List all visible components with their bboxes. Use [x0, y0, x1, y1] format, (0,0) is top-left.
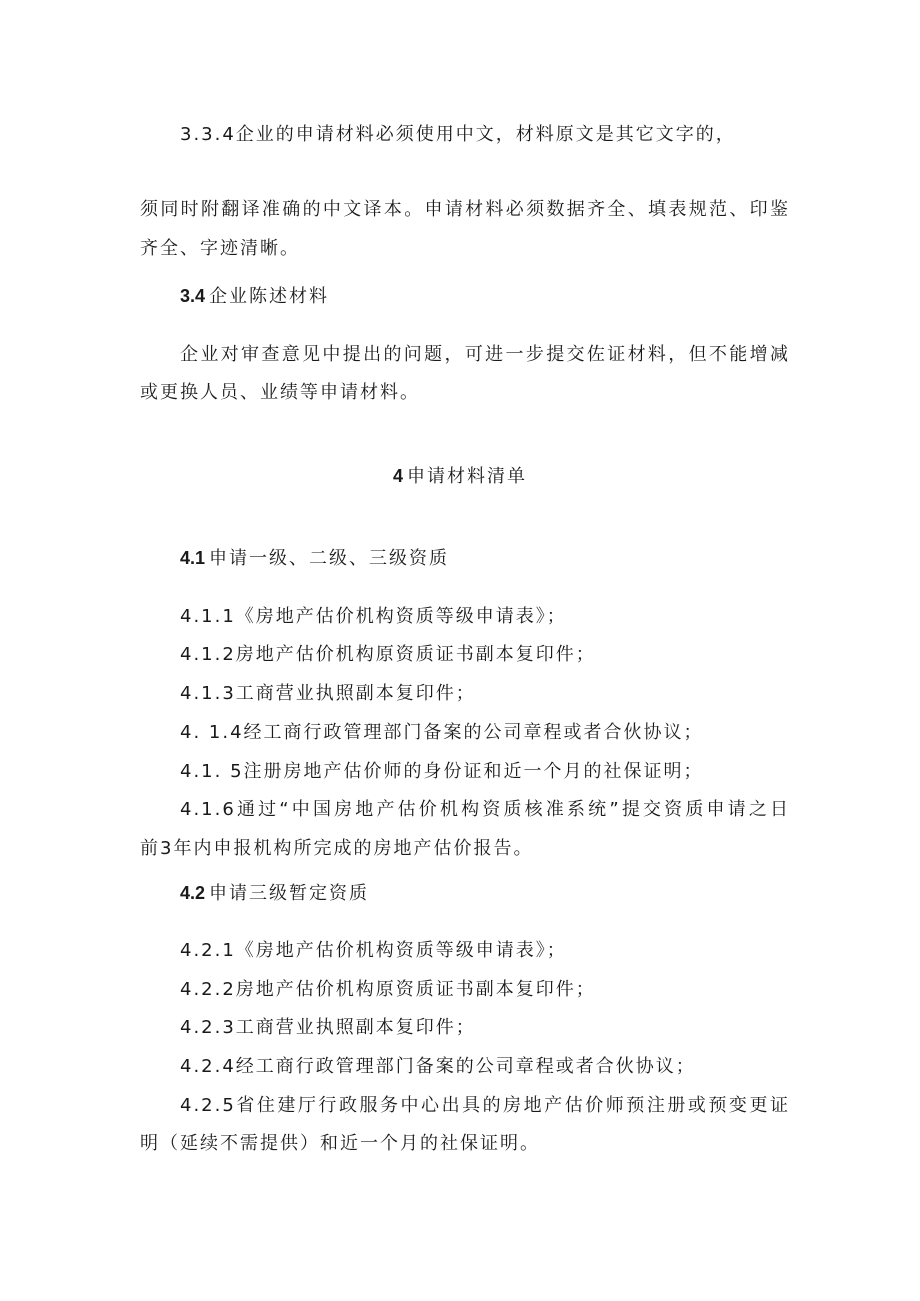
heading-4-number: 4 [392, 466, 403, 486]
list-item-4-1-4: 4. 1.4经工商行政管理部门备案的公司章程或者合伙协议； [180, 722, 704, 743]
heading-3-4-number: 3.4 [180, 286, 206, 306]
paragraph-3-3-4-line-1: 3.3.4企业的申请材料必须使用中文，材料原文是其它文字的， [180, 124, 736, 145]
list-item-4-2-3: 4.2.3工商营业执照副本复印件； [180, 1017, 476, 1038]
heading-3-4-text: 企业陈述材料 [209, 286, 330, 307]
heading-4-2-text: 申请三级暂定资质 [209, 883, 370, 904]
heading-4-2 [180, 882, 790, 905]
heading-4-2-number: 4.2 [180, 883, 206, 903]
heading-4-1-number: 4.1 [180, 548, 206, 568]
paragraph-3-4-line-1: 企业对审查意见中提出的问题，可进一步提交佐证材料，但不能增减 [180, 344, 790, 365]
list-item-4-2-1: 4.2.1《房地产估价机构资质等级申请表》； [180, 940, 567, 961]
paragraph-3-3-4-line-2: 须同时附翻译准确的中文译本。申请材料必须数据齐全、填表规范、印鉴 [140, 199, 790, 220]
list-item-4-2-2: 4.2.2房地产估价机构原资质证书副本复印件； [180, 979, 596, 1000]
heading-4-text: 申请材料清单 [407, 466, 527, 487]
list-item-4-2-5-line-2: 明（延续不需提供）和近一个月的社保证明。 [140, 1133, 540, 1154]
list-item-4-1-2: 4.1.2房地产估价机构原资质证书副本复印件； [180, 644, 596, 665]
list-item-4-1-1: 4.1.1《房地产估价机构资质等级申请表》； [180, 606, 567, 627]
paragraph-3-4-line-2: 或更换人员、业绩等申请材料。 [140, 382, 420, 403]
list-item-4-1-6-line-2: 前3年内申报机构所完成的房地产估价报告。 [140, 838, 534, 859]
list-item-4-2-5-line-1: 4.2.5省住建厅行政服务中心出具的房地产估价师预注册或预变更证 [180, 1095, 790, 1116]
heading-3-4 [180, 285, 790, 308]
heading-4-1-text: 申请一级、二级、三级资质 [209, 548, 450, 569]
list-item-4-1-6-line-1: 4.1.6通过“中国房地产估价机构资质核准系统”提交资质申请之日 [180, 799, 790, 820]
list-item-4-2-4: 4.2.4经工商行政管理部门备案的公司章程或者合伙协议； [180, 1056, 696, 1077]
list-item-4-1-5: 4.1. 5注册房地产估价师的身份证和近一个月的社保证明； [180, 761, 704, 782]
heading-4-1 [180, 547, 790, 570]
paragraph-3-3-4-line-3: 齐全、字迹清晰。 [140, 238, 300, 259]
list-item-4-1-3: 4.1.3工商营业执照副本复印件； [180, 683, 476, 704]
heading-4 [0, 465, 920, 488]
